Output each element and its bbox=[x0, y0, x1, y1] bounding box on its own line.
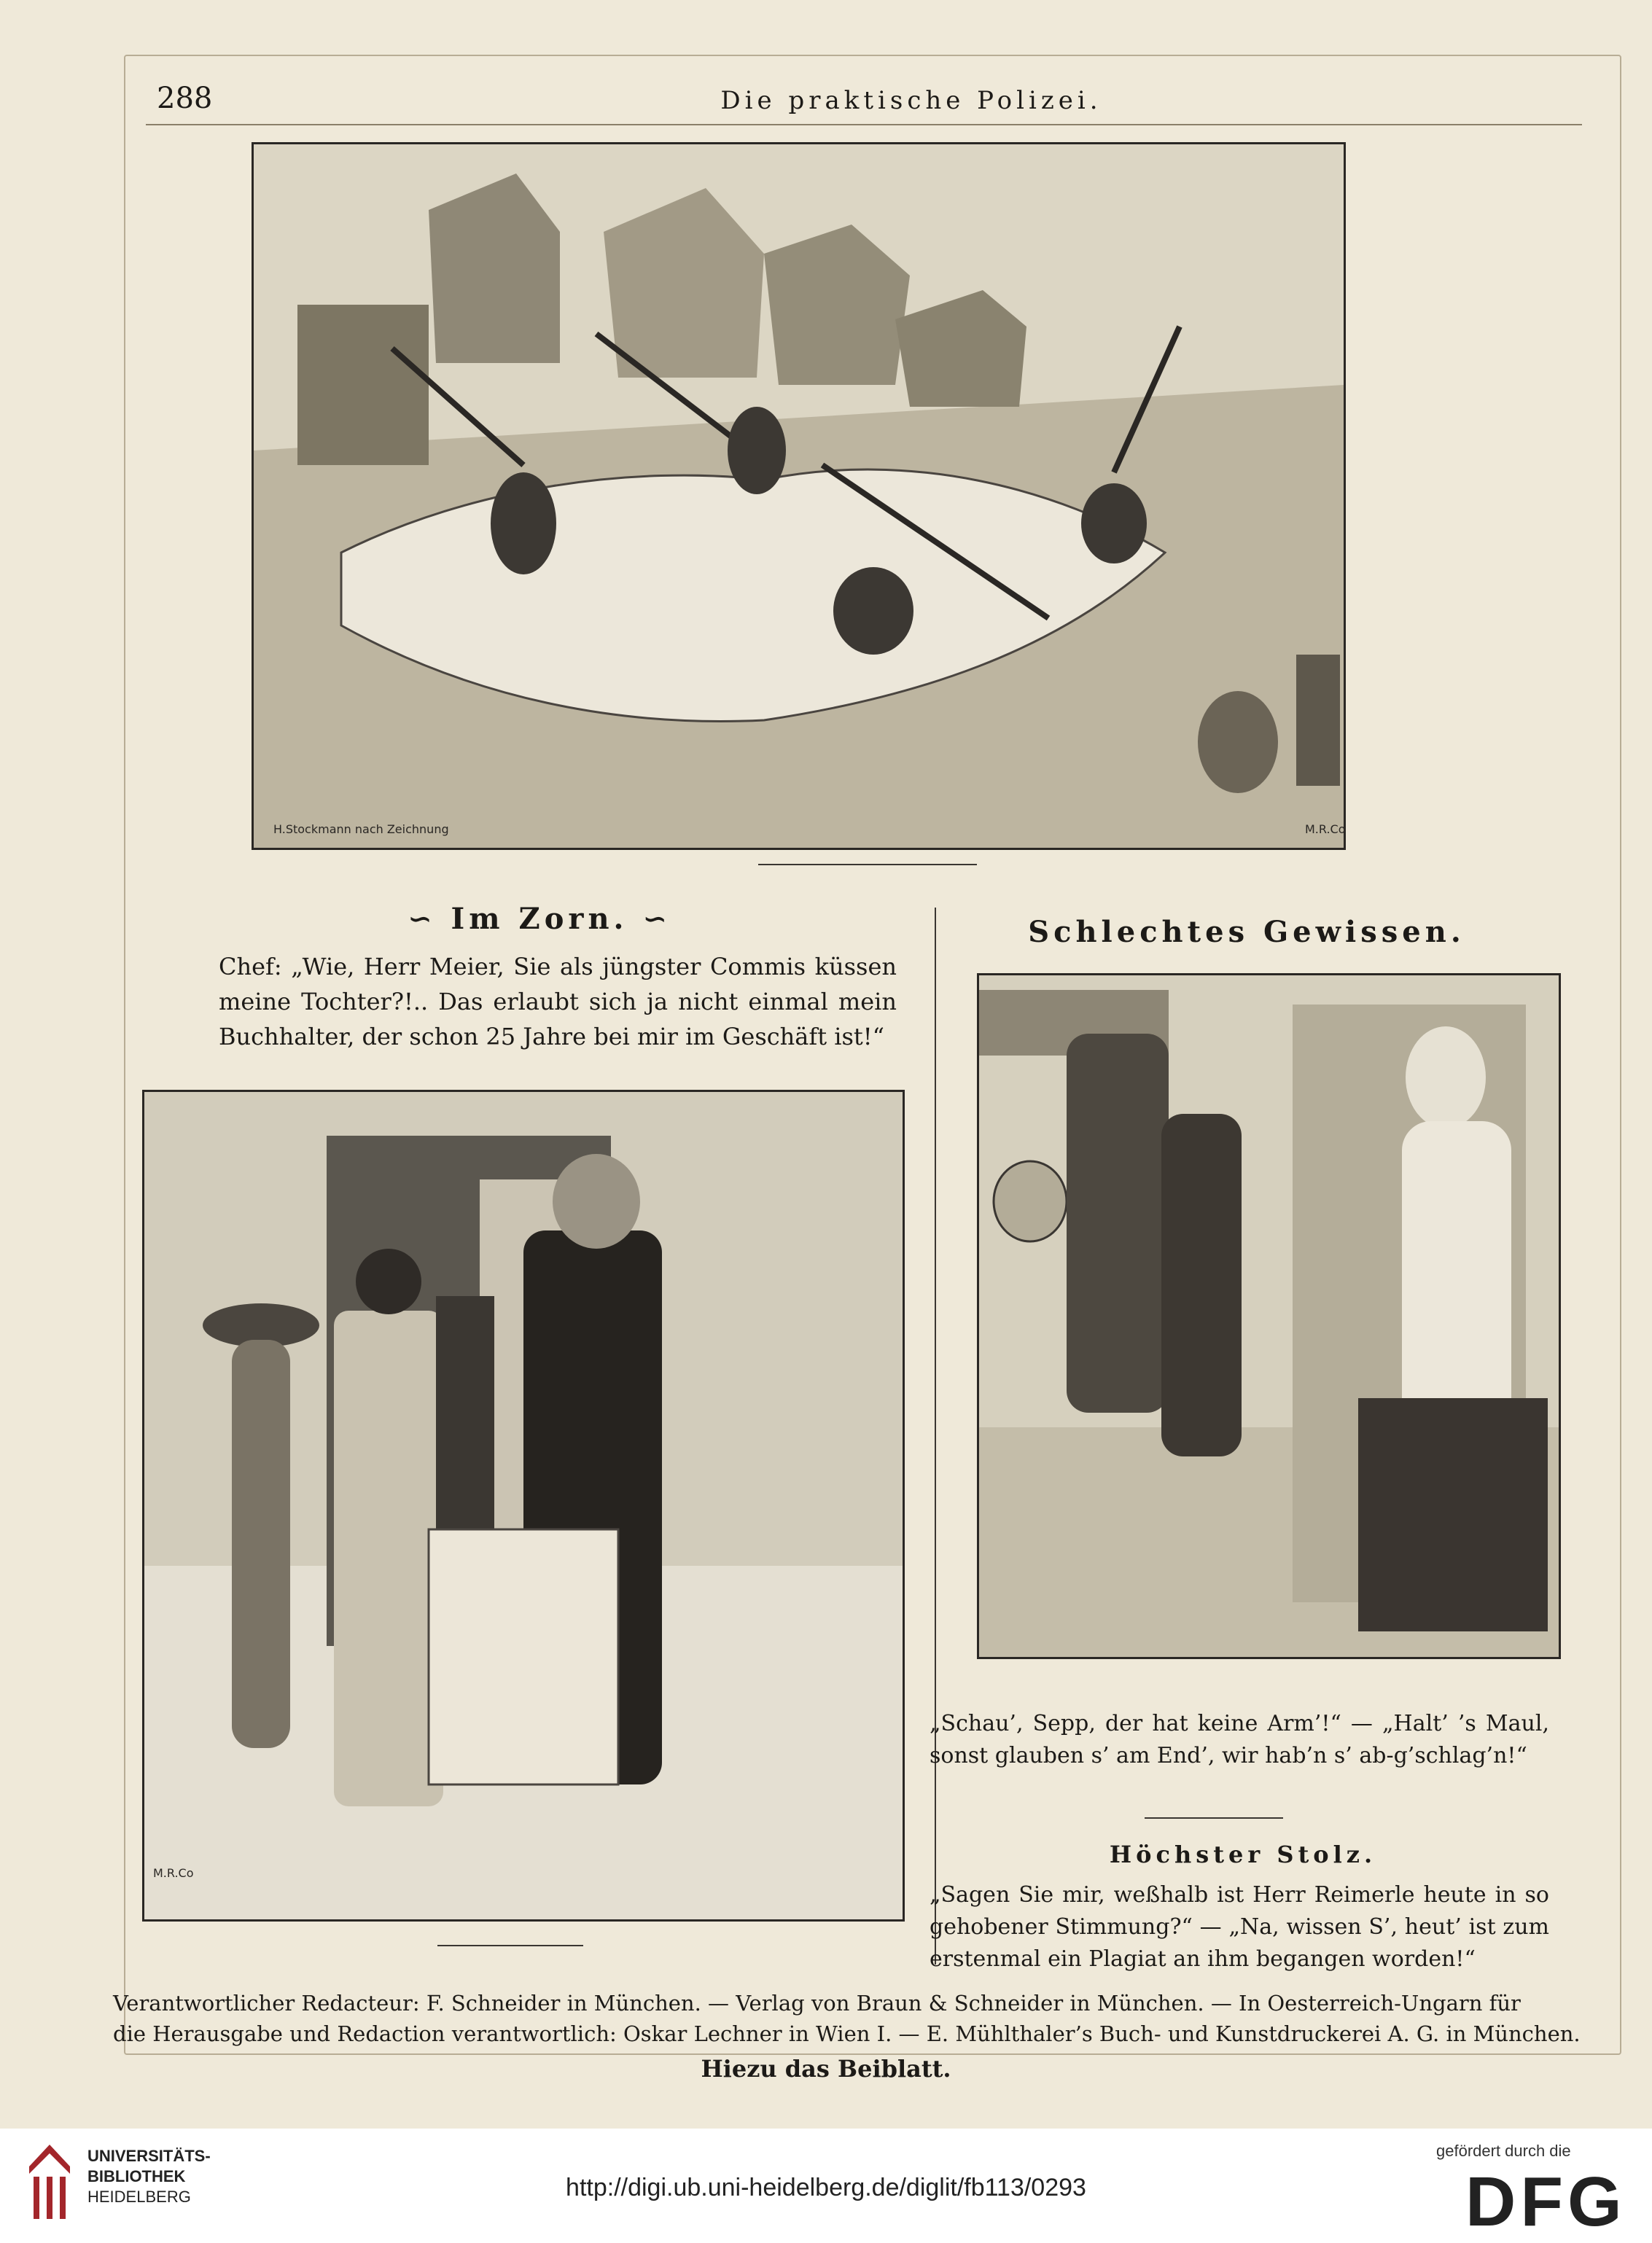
library-name-line-2: BIBLIOTHEK bbox=[87, 2167, 186, 2185]
funding-label: gefördert durch die bbox=[1436, 2142, 1571, 2160]
top-illustration bbox=[252, 142, 1346, 850]
colophon-line-1: Verantwortlicher Redacteur: F. Schneider in München. — Verlag von Braun & Schneider in München. — In Oesterreich-Ungarn für bbox=[113, 1991, 1521, 2016]
top-illustration-signature-left: H.Stockmann nach Zeichnung bbox=[273, 822, 449, 836]
right-column-rule bbox=[1145, 1817, 1283, 1819]
left-title: ∽ Im Zorn. ∽ bbox=[408, 902, 671, 936]
office-scene-drawing bbox=[144, 1092, 903, 1919]
section-rule bbox=[758, 864, 977, 865]
library-name-line-3: HEIDELBERG bbox=[87, 2188, 191, 2206]
right-title: Schlechtes Gewissen. bbox=[1028, 915, 1465, 949]
right-subtitle-body: „Sagen Sie mir, weßhalb ist Herr Reimerle heute in so gehobener Stimmung?“ — „Na, wissen S’, heut’ ist zum erstenmal ein Plagiat an ihm begangen worden!“ bbox=[930, 1882, 1549, 1972]
library-name-line-1: UNIVERSITÄTS- bbox=[87, 2147, 211, 2165]
right-illustration bbox=[977, 973, 1561, 1659]
source-url: http://digi.ub.uni-heidelberg.de/diglit/fb113/0293 bbox=[566, 2174, 1086, 2201]
top-illustration-signature-right: M.R.Co bbox=[1305, 822, 1346, 836]
village-scene-drawing bbox=[254, 144, 1344, 848]
right-caption: „Schau’, Sepp, der hat keine Arm’!“ — „Halt’ ’s Maul, sonst glauben s’ am End’, wir hab’n s’ ab-g’schlag’n!“ bbox=[930, 1711, 1549, 1768]
left-illustration-signature: M.R.Co bbox=[153, 1866, 194, 1880]
header-rule bbox=[146, 124, 1582, 125]
right-subtitle: Höchster Stolz. bbox=[1109, 1841, 1377, 1868]
left-body-text: Chef: „Wie, Herr Meier, Sie als jüngster Commis küssen meine Tochter?!.. Das erlaubt sich ja nicht einmal mein Buchhalter, der schon 25 Jahre bei mir im Geschäft ist!“ bbox=[219, 953, 897, 1050]
museum-scene-drawing bbox=[979, 975, 1559, 1657]
colophon-line-3: Hiezu das Beiblatt. bbox=[701, 2055, 951, 2083]
column-divider bbox=[935, 908, 936, 1965]
page-number: 288 bbox=[157, 82, 213, 115]
left-column-end-rule bbox=[437, 1945, 583, 1946]
colophon-line-2: die Herausgabe und Redaction verantwortlich: Oskar Lechner in Wien I. — E. Mühlthaler’s Buch- und Kunstdruckerei A. G. in München. bbox=[113, 2021, 1581, 2046]
left-illustration bbox=[142, 1090, 905, 1922]
running-title: Die praktische Polizei. bbox=[720, 86, 1102, 115]
dfg-logo: DFG bbox=[1465, 2163, 1626, 2241]
